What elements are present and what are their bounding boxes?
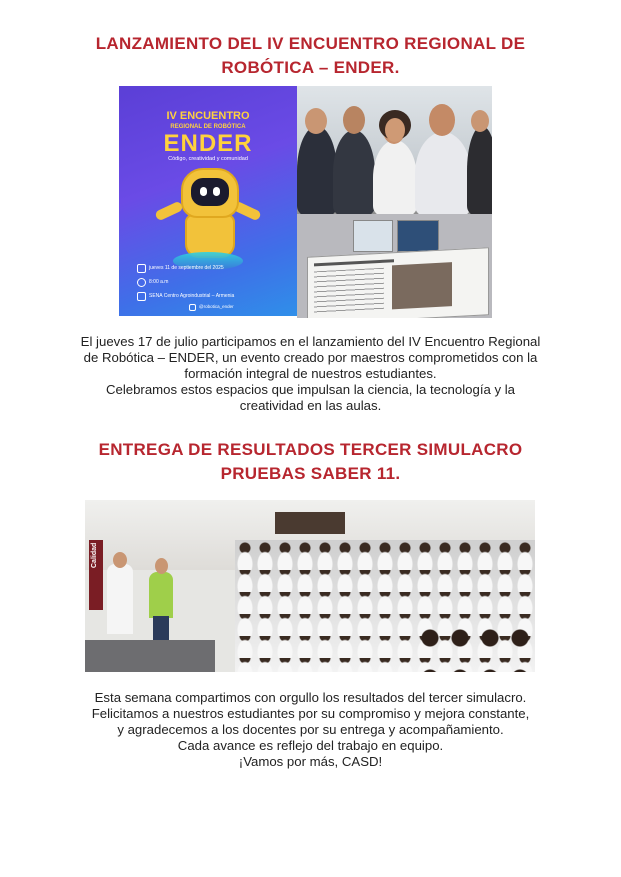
location-icon [137, 292, 146, 301]
auditorium-photo [85, 500, 535, 672]
poster-brand: ENDER [163, 130, 253, 157]
calidad-banner-text: Calidad [91, 542, 98, 568]
calendar-icon [137, 264, 146, 273]
clock-icon [137, 278, 146, 287]
presentation-screen-photo [297, 214, 492, 318]
section-title-ender: LANZAMIENTO DEL IV ENCUENTRO REGIONAL DE ROBÓTICA – ENDER. [95, 34, 526, 77]
slide-screen [307, 247, 489, 318]
section-title-simulacro: ENTREGA DE RESULTADOS TERCER SIMULACRO PRUEBAS SABER 11. [98, 440, 523, 483]
poster-date: jueves 11 de septiembre del 2025 [149, 265, 224, 271]
poster-tagline: Código, creatividad y comunidad [168, 156, 248, 162]
section1-body: El jueves 17 de julio participamos en el lanzamiento del IV Encuentro Regional de Robótica – ENDER, un evento creado por maestros comprometidos con la formación integral de nuestros estudiantes. Celebramos estos espacios que impulsan la ciencia, la tecnología y la creatividad en las aulas. [80, 334, 541, 413]
poster-time: 8:00 a.m [149, 279, 169, 285]
section2-body: Esta semana compartimos con orgullo los resultados del tercer simulacro. Felicitamos a nuestros estudiantes por su compromiso y mejora constante, y agradecemos a los docentes por su entrega y acompañamiento. Cada avance es reflejo del trabajo en equipo. ¡Vamos por más, CASD! [91, 690, 530, 769]
robot-head [181, 168, 239, 218]
instagram-icon [189, 304, 196, 311]
poster-line1: IV ENCUENTRO [166, 110, 250, 122]
poster-line2: REGIONAL DE ROBÓTICA [170, 124, 246, 130]
poster-handle: @robotica_ender [199, 304, 234, 309]
attendees-photo [297, 86, 492, 214]
ender-event-poster [119, 86, 297, 316]
poster-place: SENA Centro Agroindustrial – Armenia [149, 293, 235, 299]
robot-arm-left [154, 201, 184, 222]
